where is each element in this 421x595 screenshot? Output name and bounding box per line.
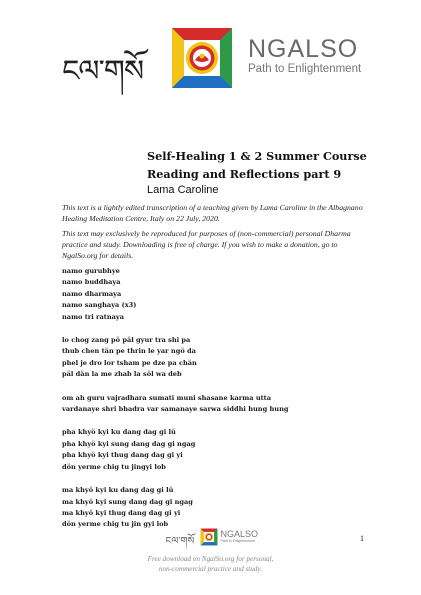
stanza-lineage-prayer: [62, 335, 372, 381]
footer-brand-name: NGALSO: [220, 529, 259, 539]
footer-mandala-icon: [200, 528, 218, 546]
intro-notice: [62, 202, 368, 265]
footer-tibetan-wordmark: ངལ་གསོ: [165, 536, 195, 547]
brand-name: NGALSO: [248, 35, 359, 63]
verse-line: vardanaye shri bhadra var samanaye sarwa siddhi hung hung: [62, 405, 289, 414]
document-title: Self-Healing 1 & 2 Summer Course: [147, 149, 367, 163]
verse-line: ma khyö kyi ku dang dag gi lü: [62, 486, 174, 495]
intro-paragraph-rights: This text may exclusively be reproduced for purposes of (non-commercial) personal Dharma practice and study. Downloading is free of charge. If you wish to make a donation, go to NgalSo.org for details.: [62, 229, 351, 260]
verse-line: pha khyö kyi sung dang dag gi ngag: [62, 439, 196, 448]
brand-tagline: Path to Enlightenment: [248, 63, 362, 75]
stanza-mother: [62, 485, 372, 531]
verse-line: pha khyö kyi ku dang dag gi lü: [62, 428, 176, 437]
page-number: 1: [360, 534, 364, 543]
verse-line: om ah guru vajradhara sumati muni shasane karma utta: [62, 393, 271, 402]
footer-logo: [165, 528, 259, 548]
tibetan-wordmark: ངལ་གསོ: [62, 54, 144, 89]
footer: [0, 528, 421, 574]
intro-paragraph-transcription: This text is a lightly edited transcription of a teaching given by Lama Caroline in the Albagnano Healing Meditation Centre, Italy on 22 July, 2020.: [62, 203, 363, 223]
verse-line: dön yerme chig tu jingyi lob: [62, 462, 166, 471]
verse-line: phel je dro lor tsham pe dze pa chän: [62, 358, 197, 367]
footer-brand-tagline: Path to Enlightenment: [220, 539, 255, 543]
verse-line: thub chen tän pe thrin le yar ngö da: [62, 347, 196, 356]
verse-line: ma khyö kyi thug dang dag gi yi: [62, 508, 181, 517]
footer-line-1: Free download on NgalSo.org for personal,: [147, 555, 274, 563]
verse-line: dön yerme chig tu jin gyi lob: [62, 520, 169, 529]
title-block: [147, 147, 367, 198]
verse-line: päl dän la me zhab la söl wa deb: [62, 370, 182, 379]
stanza-refuge: [62, 266, 372, 323]
verse-line: namo buddhaya: [62, 278, 121, 287]
ngalso-mandala-icon: [170, 26, 234, 90]
footer-brand: [221, 530, 259, 544]
verse-line: namo tri ratnaya: [62, 312, 125, 321]
document-subtitle: Reading and Reflections part 9: [147, 167, 342, 181]
header-logo: [62, 24, 362, 94]
verse-line: pha khyö kyi thug dang dag gi yi: [62, 451, 183, 460]
stanza-father: [62, 427, 372, 473]
verse-line: namo sanghaya (x3): [62, 301, 137, 310]
footer-notice: [0, 555, 421, 574]
verse-line: namo gurubhye: [62, 267, 120, 275]
footer-line-2: non-commercial practice and study.: [158, 564, 263, 573]
verse-line: ma khyö kyi sung dang dag gi ngag: [62, 497, 193, 506]
stanza-mantra: [62, 393, 372, 416]
document-author: Lama Caroline: [147, 184, 219, 196]
prayer-verses: [62, 266, 372, 543]
brand-text: [248, 36, 361, 76]
verse-line: namo dharmaya: [62, 289, 122, 298]
verse-line: lo chog zang pö päl gyur tra shi pa: [62, 336, 191, 345]
